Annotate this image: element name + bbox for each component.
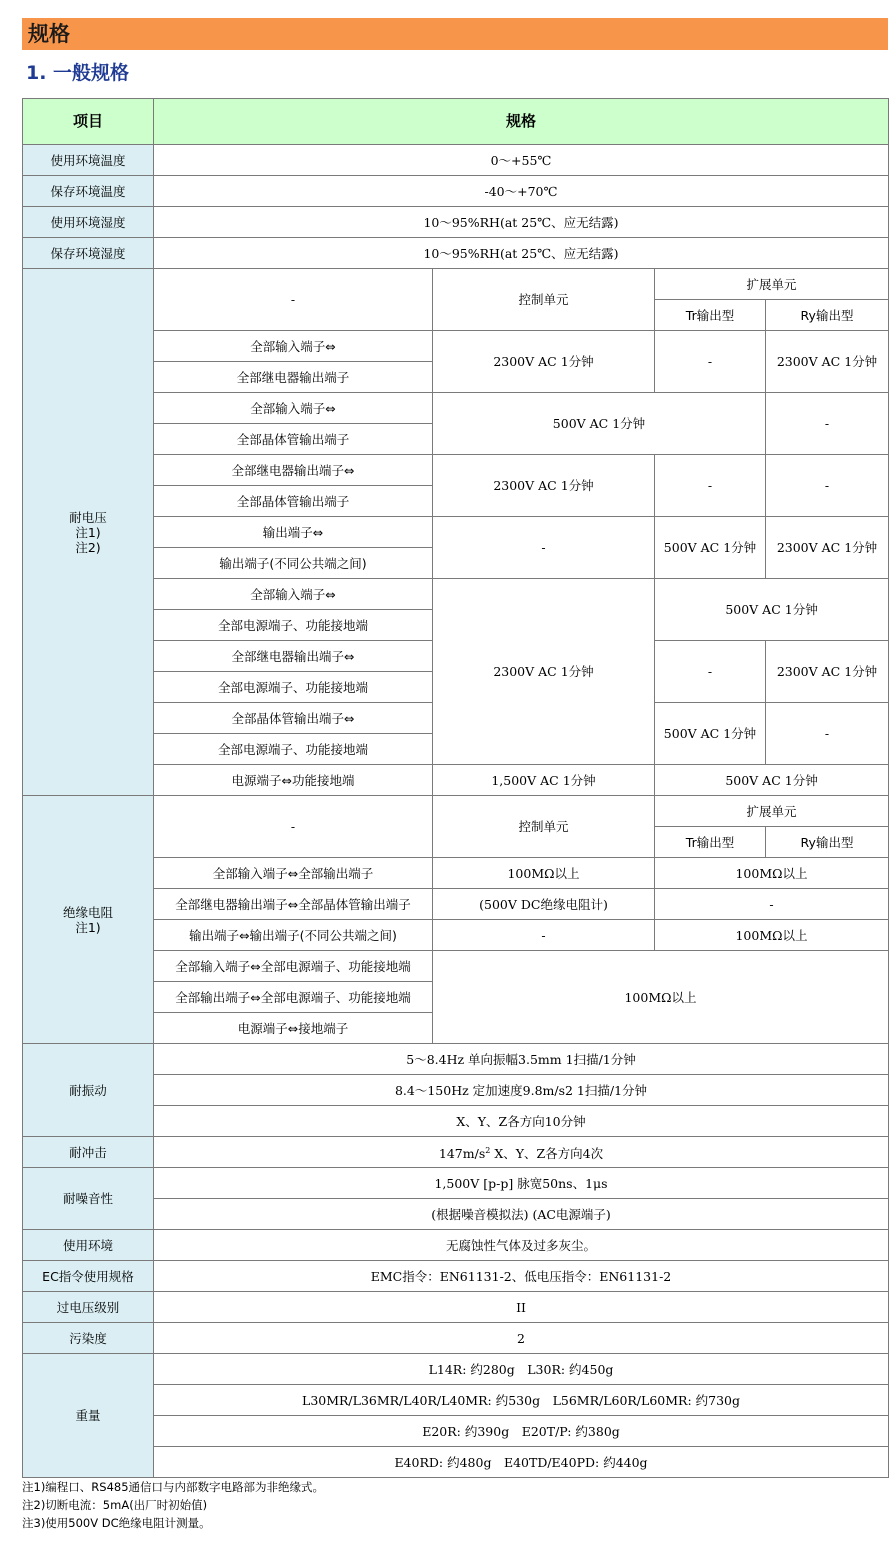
cell: - [655, 455, 766, 517]
row-label: 过电压级别 [23, 1292, 154, 1323]
row-label: 保存环境温度 [23, 176, 154, 207]
cell: 电源端子⇔接地端子 [154, 1013, 433, 1044]
cell: 100MΩ以上 [433, 951, 889, 1044]
cell: - [766, 455, 889, 517]
cell: - [766, 703, 889, 765]
withstand-voltage-label: 耐电压 注1) 注2) [23, 269, 154, 796]
cell: 2300V AC 1分钟 [766, 331, 889, 393]
cell: - [154, 796, 433, 858]
cell: E20R: 约390g E20T/P: 约380g [154, 1416, 889, 1447]
cell: 全部晶体管输出端子 [154, 424, 433, 455]
cell: 8.4～150Hz 定加速度9.8m/s2 1扫描/1分钟 [154, 1075, 889, 1106]
row-value: EMC指令：EN61131-2、低电压指令：EN61131-2 [154, 1261, 889, 1292]
cell: L30MR/L36MR/L40R/L40MR: 约530g L56MR/L60R/L60MR: 约730g [154, 1385, 889, 1416]
row-label: 使用环境 [23, 1230, 154, 1261]
cell: 全部电源端子、功能接地端 [154, 610, 433, 641]
row-value: 10～95%RH(at 25℃、应无结露) [154, 207, 889, 238]
row-value: 2 [154, 1323, 889, 1354]
cell: 2300V AC 1分钟 [433, 455, 655, 517]
insulation-label: 绝缘电阻 注1) [23, 796, 154, 1044]
table-row [23, 1137, 889, 1168]
cell: 1,500V [p-p] 脉宽50ns、1μs [154, 1168, 889, 1199]
cell: 全部输入端子⇔ [154, 393, 433, 424]
cell: (500V DC绝缘电阻计) [433, 889, 655, 920]
cell: 100MΩ以上 [655, 920, 889, 951]
table-row [23, 238, 889, 269]
shock-value-tail: X、Y、Z各方向4次 [490, 1146, 604, 1162]
cell: 扩展单元 [655, 269, 889, 300]
row-label: 使用环境湿度 [23, 207, 154, 238]
section-title: 规格 [28, 22, 70, 46]
cell: (根据噪音模拟法) (AC电源端子) [154, 1199, 889, 1230]
vibration-label: 耐振动 [23, 1044, 154, 1137]
cell: 100MΩ以上 [433, 858, 655, 889]
table-row [23, 1261, 889, 1292]
header-spec: 规格 [154, 99, 889, 145]
section-title-bar [22, 18, 888, 50]
cell [154, 1137, 889, 1168]
cell: 2300V AC 1分钟 [766, 641, 889, 703]
cell: - [655, 641, 766, 703]
shock-exponent: 2 [485, 1145, 491, 1155]
cell: - [655, 331, 766, 393]
row-label: 污染度 [23, 1323, 154, 1354]
cell: 500V AC 1分钟 [655, 703, 766, 765]
cell: 输出端子(不同公共端之间) [154, 548, 433, 579]
table-row [23, 1044, 889, 1075]
cell: 100MΩ以上 [655, 858, 889, 889]
cell: - [154, 269, 433, 331]
table-row [23, 1230, 889, 1261]
cell: 2300V AC 1分钟 [433, 579, 655, 765]
cell: 全部输入端子⇔ [154, 579, 433, 610]
footnote: 注3)使用500V DC绝缘电阻计测量。 [22, 1516, 211, 1530]
table-row [23, 145, 889, 176]
table-row [23, 1354, 889, 1385]
cell: 1,500V AC 1分钟 [433, 765, 655, 796]
table-row [23, 1292, 889, 1323]
cell: 全部继电器输出端子⇔ [154, 455, 433, 486]
cell: 输出端子⇔ [154, 517, 433, 548]
subsection-title: 1. 一般规格 [26, 62, 130, 84]
row-value: 无腐蚀性气体及过多灰尘。 [154, 1230, 889, 1261]
row-value: -40～+70℃ [154, 176, 889, 207]
cell: 全部晶体管输出端子⇔ [154, 703, 433, 734]
cell: 500V AC 1分钟 [655, 765, 889, 796]
row-value: 0～+55℃ [154, 145, 889, 176]
cell: 全部电源端子、功能接地端 [154, 734, 433, 765]
noise-label: 耐噪音性 [23, 1168, 154, 1230]
cell: 全部输入端子⇔全部输出端子 [154, 858, 433, 889]
cell: 全部输出端子⇔全部电源端子、功能接地端 [154, 982, 433, 1013]
cell: 500V AC 1分钟 [655, 517, 766, 579]
table-row [23, 207, 889, 238]
table-row [23, 1168, 889, 1199]
cell: Ry输出型 [766, 300, 889, 331]
row-value: II [154, 1292, 889, 1323]
table-row [23, 1323, 889, 1354]
table-row [23, 269, 889, 300]
cell: Tr输出型 [655, 300, 766, 331]
row-label: 使用环境温度 [23, 145, 154, 176]
footnotes [22, 1478, 324, 1532]
cell: 全部晶体管输出端子 [154, 486, 433, 517]
cell: 全部继电器输出端子⇔ [154, 641, 433, 672]
cell: 输出端子⇔输出端子(不同公共端之间) [154, 920, 433, 951]
cell: 控制单元 [433, 796, 655, 858]
cell: 控制单元 [433, 269, 655, 331]
cell: 电源端子⇔功能接地端 [154, 765, 433, 796]
shock-label: 耐冲击 [23, 1137, 154, 1168]
cell: - [433, 920, 655, 951]
cell: - [766, 393, 889, 455]
cell: 全部输入端子⇔ [154, 331, 433, 362]
cell: 全部继电器输出端子 [154, 362, 433, 393]
footnote: 注2)切断电流：5mA(出厂时初始值) [22, 1498, 208, 1512]
cell: Ry输出型 [766, 827, 889, 858]
footnote: 注1)编程口、RS485通信口与内部数字电路部为非绝缘式。 [22, 1480, 325, 1494]
row-label: EC指令使用规格 [23, 1261, 154, 1292]
header-item: 项目 [23, 99, 154, 145]
spec-table [22, 98, 889, 1478]
cell: 扩展单元 [655, 796, 889, 827]
cell: - [655, 889, 889, 920]
cell: 500V AC 1分钟 [433, 393, 766, 455]
cell: 全部电源端子、功能接地端 [154, 672, 433, 703]
cell: 2300V AC 1分钟 [766, 517, 889, 579]
cell: E40RD: 约480g E40TD/E40PD: 约440g [154, 1447, 889, 1478]
table-row [23, 176, 889, 207]
cell: L14R: 约280g L30R: 约450g [154, 1354, 889, 1385]
cell: 全部继电器输出端子⇔全部晶体管输出端子 [154, 889, 433, 920]
cell: 5～8.4Hz 单向振幅3.5mm 1扫描/1分钟 [154, 1044, 889, 1075]
cell: X、Y、Z各方向10分钟 [154, 1106, 889, 1137]
row-label: 保存环境湿度 [23, 238, 154, 269]
row-value: 10～95%RH(at 25℃、应无结露) [154, 238, 889, 269]
table-row [23, 796, 889, 827]
table-header-row [23, 99, 889, 145]
cell: - [433, 517, 655, 579]
cell: 全部输入端子⇔全部电源端子、功能接地端 [154, 951, 433, 982]
shock-value: 147m/s [438, 1146, 486, 1162]
cell: 500V AC 1分钟 [655, 579, 889, 641]
weight-label: 重量 [23, 1354, 154, 1478]
cell: Tr输出型 [655, 827, 766, 858]
cell: 2300V AC 1分钟 [433, 331, 655, 393]
